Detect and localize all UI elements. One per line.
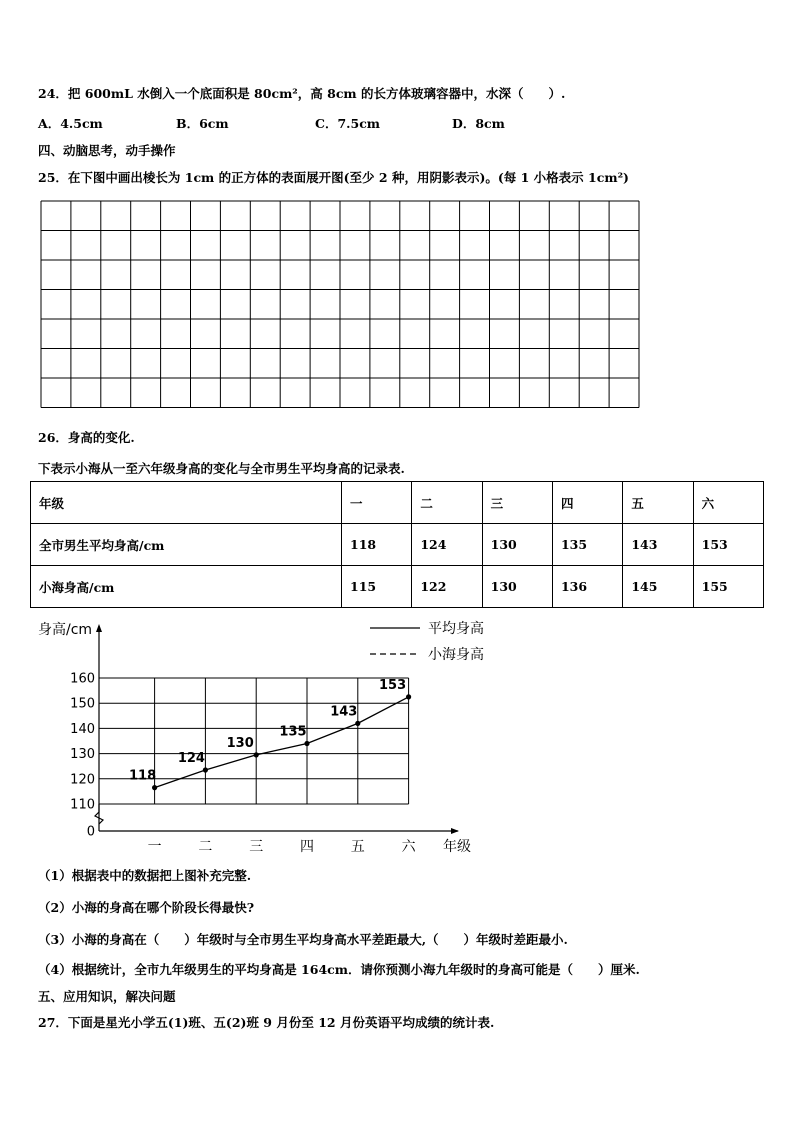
table-cell: 118 (342, 524, 412, 566)
table-cell: 136 (552, 566, 622, 608)
q26-sub2: （2）小海的身高在哪个阶段长得最快? (38, 900, 255, 915)
x-tick-label: 一 (147, 839, 162, 855)
x-tick-label: 五 (350, 839, 365, 855)
data-label: 143 (330, 704, 358, 720)
y-tick-label: 120 (70, 772, 95, 788)
table-cell: 全市男生平均身高/cm (31, 524, 342, 566)
y-tick-label: 150 (70, 696, 95, 712)
y-tick-label: 0 (86, 824, 95, 840)
data-label: 153 (379, 677, 407, 693)
section4-heading: 四、动脑思考，动手操作 (38, 143, 176, 158)
q26-title: 26．身高的变化. (38, 430, 135, 445)
data-label: 124 (177, 750, 205, 766)
x-tick-label: 三 (249, 839, 264, 855)
table-cell: 122 (412, 566, 482, 608)
table-cell: 153 (693, 524, 763, 566)
data-point (203, 767, 208, 772)
table-header-cell: 一 (342, 482, 412, 524)
data-label: 118 (129, 768, 157, 784)
q25-stem: 25．在下图中画出棱长为 1cm 的正方体的表面展开图(至少 2 种，用阴影表示)。(每 1 小格表示 1cm²) (38, 170, 629, 185)
drawing-grid[interactable] (40, 200, 640, 410)
legend-label: 平均身高 (428, 621, 484, 637)
section5-heading: 五、应用知识，解决问题 (38, 989, 176, 1004)
table-header-cell: 五 (623, 482, 693, 524)
q27-stem: 27．下面是星光小学五(1)班、五(2)班 9 月份至 12 月份英语平均成绩的统计表. (38, 1015, 495, 1030)
data-label: 135 (279, 724, 307, 740)
table-row (31, 524, 764, 566)
y-tick-label: 140 (70, 721, 95, 737)
q26-sub4: （4）根据统计，全市九年级男生的平均身高是 164cm．请你预测小海九年级时的身高可能是（ ）厘米. (38, 962, 640, 977)
table-cell: 124 (412, 524, 482, 566)
table-header-cell: 六 (693, 482, 763, 524)
x-tick-label: 四 (300, 839, 314, 855)
table-header-cell: 四 (552, 482, 622, 524)
table-cell: 小海身高/cm (31, 566, 342, 608)
table-cell: 115 (342, 566, 412, 608)
height-table (30, 481, 764, 608)
table-cell: 135 (552, 524, 622, 566)
x-tick-label: 二 (198, 839, 213, 855)
data-label: 130 (226, 735, 254, 751)
y-tick-label: 110 (70, 797, 95, 813)
y-axis-arrow (96, 624, 102, 632)
series-line-average-height (155, 697, 409, 788)
table-row (31, 566, 764, 608)
table-header-row (31, 482, 764, 524)
table-cell: 155 (693, 566, 763, 608)
data-point (406, 694, 411, 699)
q24-stem: 24．把 600mL 水倒入一个底面积是 80cm²，高 8cm 的长方体玻璃容器中，水深（ ）. (38, 86, 566, 101)
q24-option-b[interactable]: B．6cm (176, 116, 229, 131)
legend-label: 小海身高 (428, 647, 484, 663)
table-cell: 130 (482, 524, 552, 566)
y-axis-label: 身高/cm (38, 622, 93, 638)
q26-sub3: （3）小海的身高在（ ）年级时与全市男生平均身高水平差距最大,（ ）年级时差距最小. (38, 932, 568, 947)
data-point (152, 785, 157, 790)
table-header-cell: 三 (482, 482, 552, 524)
table-cell: 143 (623, 524, 693, 566)
table-cell: 145 (623, 566, 693, 608)
x-tick-label: 六 (401, 839, 416, 855)
q26-sub1: （1）根据表中的数据把上图补充完整. (38, 868, 252, 883)
height-line-chart (30, 612, 530, 862)
q24-option-d[interactable]: D．8cm (452, 116, 505, 131)
q24-option-c[interactable]: C．7.5cm (315, 116, 381, 131)
q26-intro: 下表示小海从一至六年级身高的变化与全市男生平均身高的记录表. (38, 461, 405, 476)
data-point (355, 721, 360, 726)
y-tick-label: 130 (70, 747, 95, 763)
data-point (254, 752, 259, 757)
y-tick-label: 160 (70, 671, 95, 687)
table-header-cell: 二 (412, 482, 482, 524)
data-point (304, 741, 309, 746)
q24-option-a[interactable]: A．4.5cm (38, 116, 103, 131)
x-axis-label: 年级 (443, 839, 471, 855)
table-cell: 130 (482, 566, 552, 608)
table-header-cell: 年级 (31, 482, 342, 524)
x-axis-arrow (451, 828, 459, 834)
